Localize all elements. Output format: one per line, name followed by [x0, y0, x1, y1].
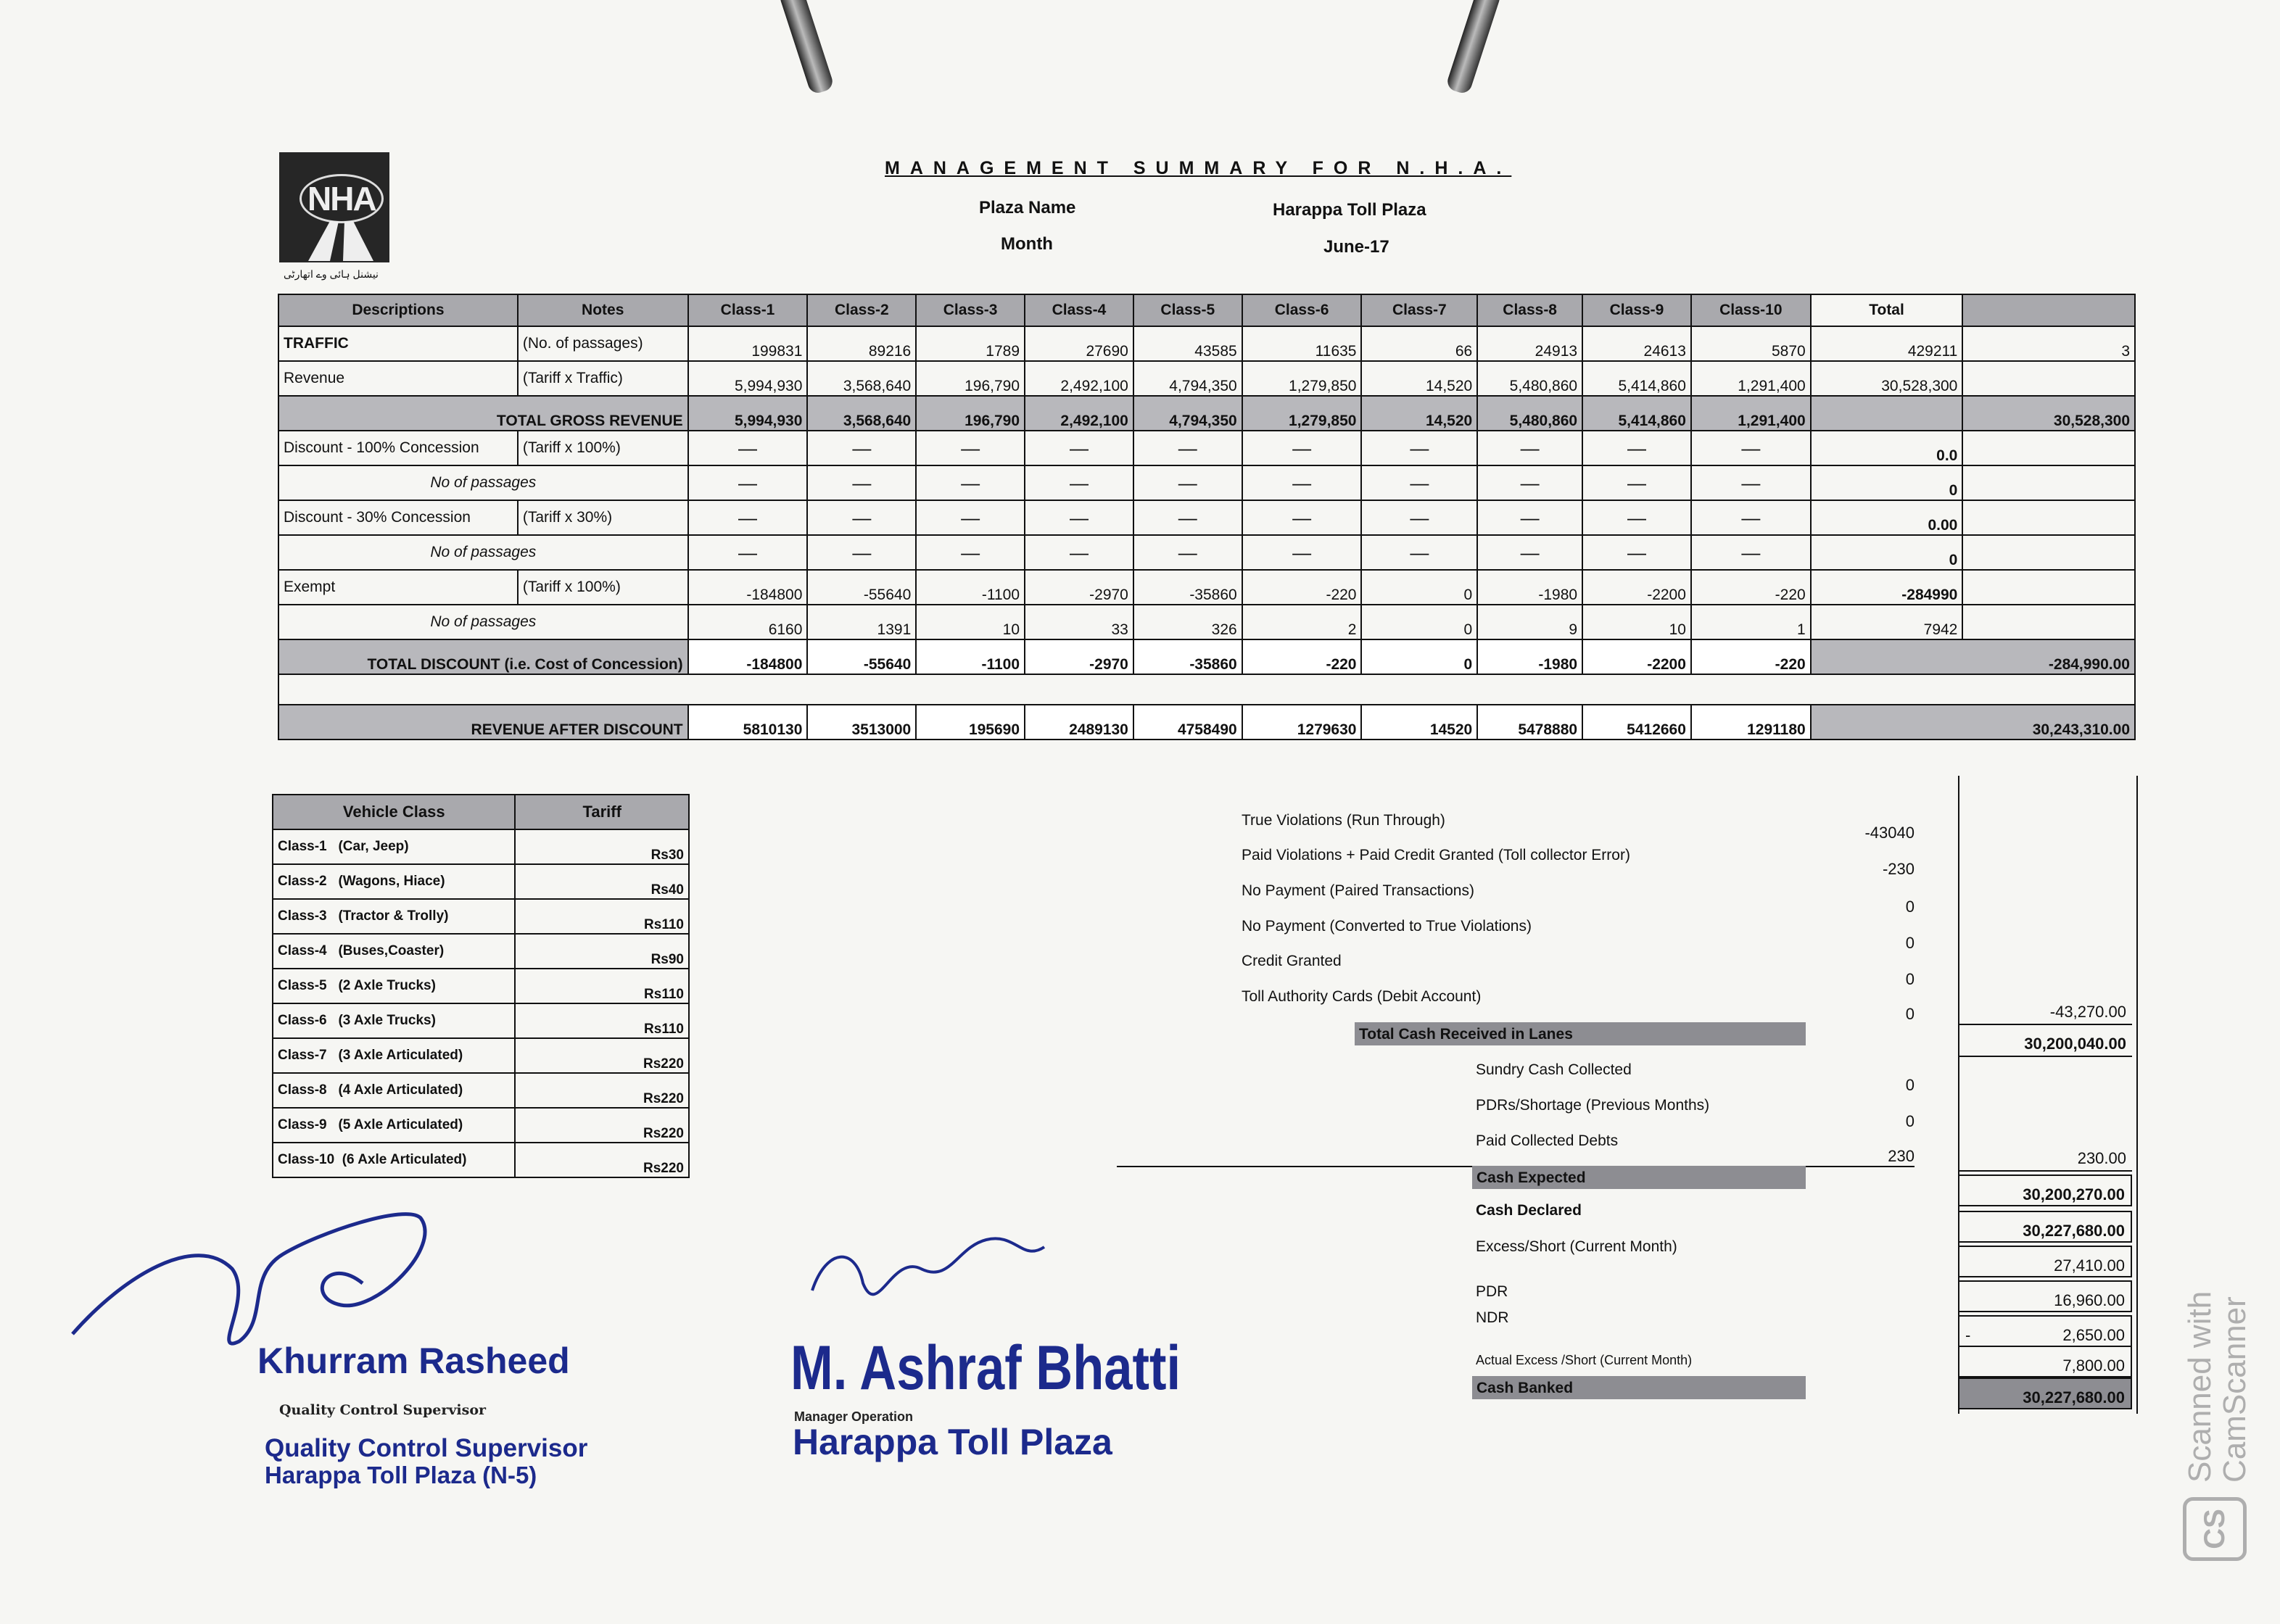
- class-code: Class-6: [278, 1013, 327, 1028]
- tariff-value: Rs220: [515, 1143, 689, 1177]
- binder-clip-left: [778, 0, 835, 96]
- sundry-value: 0: [1905, 1076, 1915, 1094]
- tariff-row: [273, 1003, 689, 1038]
- revenue-value: 196,790: [916, 361, 1025, 396]
- total-discount-value: -184800: [688, 639, 808, 674]
- signature-left-role: Quality Control Supervisor: [265, 1434, 588, 1462]
- dash: —: [1582, 535, 1691, 570]
- cash-expected-value: 30,200,270.00: [1958, 1174, 2132, 1206]
- dash: —: [916, 500, 1025, 535]
- gross-value: 5,414,860: [1582, 396, 1691, 431]
- disc30-passages-total: 0: [1811, 535, 1963, 570]
- excess-short-value: 27,410.00: [1958, 1246, 2132, 1277]
- class-code: Class-3: [278, 908, 327, 924]
- dash: —: [1691, 465, 1811, 500]
- total-discount-total: -284,990.00: [1811, 639, 2135, 674]
- plaza-name-label: Plaza Name: [979, 198, 1076, 218]
- exempt-value: -35860: [1133, 570, 1242, 605]
- dash: —: [1477, 500, 1582, 535]
- cash-declared-value: 30,227,680.00: [1958, 1211, 2132, 1243]
- empty-cell: [1962, 431, 2135, 465]
- traffic-note: (No. of passages): [518, 326, 688, 361]
- class-desc: (Wagons, Hiace): [338, 874, 445, 889]
- revenue-value: 5,480,860: [1477, 361, 1582, 396]
- revenue-label: Revenue: [278, 361, 518, 396]
- exempt-passages-value: 6160: [688, 605, 808, 639]
- watermark-line1: Scanned with: [2182, 1290, 2218, 1483]
- tariff-value: Rs110: [515, 969, 689, 1003]
- table-header-row: [278, 294, 2135, 326]
- nha-logo: [279, 152, 389, 280]
- dash: —: [1361, 465, 1477, 500]
- after-discount-label: REVENUE AFTER DISCOUNT: [278, 705, 688, 740]
- gross-label: TOTAL GROSS REVENUE: [278, 396, 688, 431]
- pdrs-label: PDRs/Shortage (Previous Months): [1476, 1097, 1710, 1114]
- no-payment-paired-value: 0: [1905, 898, 1915, 916]
- disc100-note: (Tariff x 100%): [518, 431, 688, 465]
- dash: —: [1361, 500, 1477, 535]
- sundry-label: Sundry Cash Collected: [1476, 1061, 1632, 1078]
- no-payment-converted-label: No Payment (Converted to True Violations): [1242, 918, 1532, 935]
- cash-expected-label: Cash Expected: [1472, 1166, 1806, 1189]
- table-row: [278, 605, 2135, 639]
- no-payment-converted-value: 0: [1905, 934, 1915, 952]
- class-desc: (3 Axle Trucks): [338, 1013, 436, 1028]
- summary-table: [278, 294, 2136, 740]
- empty-cell: [1962, 500, 2135, 535]
- tariff-value: Rs220: [515, 1108, 689, 1143]
- ndr-prefix: -: [1965, 1326, 1971, 1344]
- tariff-row: [273, 969, 689, 1003]
- violations-total: -43,270.00: [1958, 993, 2132, 1025]
- class-code: Class-10: [278, 1152, 335, 1167]
- table-row: [278, 361, 2135, 396]
- ndr-amount: 2,650.00: [2062, 1326, 2125, 1344]
- dash: —: [807, 465, 916, 500]
- class-desc: (2 Axle Trucks): [338, 978, 436, 993]
- traffic-value: 24613: [1582, 326, 1691, 361]
- tariff-row: [273, 934, 689, 969]
- dash: —: [1025, 500, 1133, 535]
- authority-cards-value: 0: [1905, 1005, 1915, 1023]
- exempt-passages-value: 10: [1582, 605, 1691, 639]
- tariff-header: Tariff: [515, 795, 689, 829]
- col-header: Total: [1811, 294, 1963, 326]
- table-row: [278, 535, 2135, 570]
- vehicle-class-cell: [273, 969, 515, 1003]
- dash: —: [1691, 500, 1811, 535]
- tariff-row: [273, 1038, 689, 1073]
- paid-debts-label: Paid Collected Debts: [1476, 1132, 1619, 1149]
- after-discount-value: 4758490: [1133, 705, 1242, 740]
- dash: —: [916, 431, 1025, 465]
- revenue-note: (Tariff x Traffic): [518, 361, 688, 396]
- cash-banked-label: Cash Banked: [1472, 1376, 1806, 1399]
- dash: —: [1361, 431, 1477, 465]
- disc30-label: Discount - 30% Concession: [278, 500, 518, 535]
- disc30-total: 0.00: [1811, 500, 1963, 535]
- road-icon: [279, 152, 389, 262]
- traffic-value: 24913: [1477, 326, 1582, 361]
- dash: —: [1477, 431, 1582, 465]
- total-discount-value: -55640: [807, 639, 916, 674]
- col-header: Class-3: [916, 294, 1025, 326]
- after-discount-value: 14520: [1361, 705, 1477, 740]
- class-desc: (Tractor & Trolly): [338, 908, 449, 924]
- total-discount-value: -1100: [916, 639, 1025, 674]
- col-header: Class-8: [1477, 294, 1582, 326]
- tariff-row: [273, 829, 689, 864]
- revenue-value: 2,492,100: [1025, 361, 1133, 396]
- exempt-total: -284990: [1811, 570, 1963, 605]
- class-desc: (4 Axle Articulated): [338, 1082, 463, 1098]
- no-payment-paired-label: No Payment (Paired Transactions): [1242, 882, 1474, 899]
- signature-left-scribble: [65, 1189, 471, 1363]
- dash: —: [1133, 535, 1242, 570]
- col-header: Class-10: [1691, 294, 1811, 326]
- dash: —: [1691, 431, 1811, 465]
- gross-value: 3,568,640: [807, 396, 916, 431]
- cash-declared-label: Cash Declared: [1476, 1202, 1582, 1219]
- class-code: Class-8: [278, 1082, 327, 1098]
- camscanner-watermark: [2182, 1193, 2252, 1549]
- traffic-value: 27690: [1025, 326, 1133, 361]
- class-code: Class-9: [278, 1117, 327, 1132]
- excess-short-label: Excess/Short (Current Month): [1476, 1238, 1677, 1255]
- total-discount-value: -220: [1242, 639, 1362, 674]
- paid-violations-label: Paid Violations + Paid Credit Granted (Toll collector Error): [1242, 847, 1630, 863]
- dash: —: [1477, 535, 1582, 570]
- dash: —: [1242, 500, 1362, 535]
- dash: —: [1361, 535, 1477, 570]
- class-desc: (Buses,Coaster): [338, 943, 445, 958]
- paid-violations-value: -230: [1882, 860, 1915, 878]
- tariff-value: Rs220: [515, 1073, 689, 1108]
- signature-middle-name: M. Ashraf Bhatti: [790, 1333, 1181, 1403]
- revenue-value: 14,520: [1361, 361, 1477, 396]
- signature-left-role-small: Quality Control Supervisor: [279, 1402, 486, 1418]
- table-row: [278, 570, 2135, 605]
- exempt-value: -184800: [688, 570, 808, 605]
- pdr-value: 16,960.00: [1958, 1280, 2132, 1312]
- exempt-passages-value: 1391: [807, 605, 916, 639]
- traffic-value: 89216: [807, 326, 916, 361]
- empty-cell: [1962, 605, 2135, 639]
- dash: —: [1477, 465, 1582, 500]
- table-row: [278, 705, 2135, 740]
- disc100-passages-label: No of passages: [278, 465, 688, 500]
- traffic-total: 429211: [1811, 326, 1963, 361]
- authority-cards-label: Toll Authority Cards (Debit Account): [1242, 988, 1482, 1005]
- revenue-value: 5,414,860: [1582, 361, 1691, 396]
- tariff-header-row: [273, 795, 689, 829]
- credit-granted-label: Credit Granted: [1242, 953, 1342, 969]
- dash: —: [1582, 500, 1691, 535]
- exempt-passages-value: 33: [1025, 605, 1133, 639]
- tariff-value: Rs90: [515, 934, 689, 969]
- disc100-label: Discount - 100% Concession: [278, 431, 518, 465]
- tariff-value: Rs40: [515, 864, 689, 899]
- signature-left-place: Harappa Toll Plaza (N-5): [265, 1462, 537, 1488]
- paid-debts-value: 230: [1117, 1147, 1915, 1167]
- table-row: [278, 431, 2135, 465]
- table-row: [278, 396, 2135, 431]
- col-header: Class-7: [1361, 294, 1477, 326]
- true-violations-value: -43040: [1864, 824, 1915, 842]
- class-desc: (5 Axle Articulated): [338, 1117, 463, 1132]
- exempt-passages-value: 9: [1477, 605, 1582, 639]
- signature-middle-role: Manager Operation: [794, 1409, 914, 1424]
- tariff-table: [272, 794, 690, 1178]
- watermark-line2: CamScanner: [2217, 1296, 2252, 1483]
- ndr-label: NDR: [1476, 1309, 1509, 1326]
- logo-subtitle: نیشنل ہائی وے اتھارٹی: [284, 268, 379, 280]
- revenue-value: 4,794,350: [1133, 361, 1242, 396]
- dash: —: [1025, 465, 1133, 500]
- vehicle-class-cell: [273, 1038, 515, 1073]
- tariff-value: Rs220: [515, 1038, 689, 1073]
- dash: —: [807, 500, 916, 535]
- signature-middle-place: Harappa Toll Plaza: [793, 1422, 1112, 1462]
- vehicle-class-cell: [273, 1108, 515, 1143]
- spacer-cell: [278, 674, 2135, 705]
- actual-excess-label: Actual Excess /Short (Current Month): [1476, 1353, 1693, 1367]
- class-code: Class-2: [278, 874, 327, 889]
- empty-cell: [1962, 535, 2135, 570]
- vehicle-class-header: Vehicle Class: [273, 795, 515, 829]
- traffic-value: 1789: [916, 326, 1025, 361]
- total-discount-value: 0: [1361, 639, 1477, 674]
- tariff-value: Rs110: [515, 1003, 689, 1038]
- page-title: MANAGEMENT SUMMARY FOR N.H.A.: [885, 158, 1512, 178]
- signature-left-name: Khurram Rasheed: [257, 1341, 570, 1381]
- total-discount-value: -2200: [1582, 639, 1691, 674]
- revenue-value: 1,279,850: [1242, 361, 1362, 396]
- dash: —: [688, 431, 808, 465]
- class-code: Class-5: [278, 978, 327, 993]
- gross-value: 14,520: [1361, 396, 1477, 431]
- dash: —: [1691, 535, 1811, 570]
- vehicle-class-cell: [273, 899, 515, 934]
- ncuc-value: 3: [1962, 326, 2135, 361]
- exempt-value: -220: [1691, 570, 1811, 605]
- total-discount-value: -220: [1691, 639, 1811, 674]
- true-violations-label: True Violations (Run Through): [1242, 812, 1445, 829]
- exempt-passages-label: No of passages: [278, 605, 688, 639]
- col-header: Class-6: [1242, 294, 1362, 326]
- class-desc: (3 Axle Articulated): [338, 1048, 463, 1063]
- dash: —: [1242, 535, 1362, 570]
- table-row: [278, 326, 2135, 361]
- revenue-value: 5,994,930: [688, 361, 808, 396]
- dash: —: [1133, 500, 1242, 535]
- total-discount-value: -2970: [1025, 639, 1133, 674]
- gross-value: 1,279,850: [1242, 396, 1362, 431]
- total-discount-value: -1980: [1477, 639, 1582, 674]
- dash: —: [1133, 465, 1242, 500]
- table-row: [278, 465, 2135, 500]
- col-header: Class-4: [1025, 294, 1133, 326]
- table-row: [278, 639, 2135, 674]
- gross-value: 2,492,100: [1025, 396, 1133, 431]
- after-discount-value: 5412660: [1582, 705, 1691, 740]
- after-discount-value: 1279630: [1242, 705, 1362, 740]
- class-code: Class-7: [278, 1048, 327, 1063]
- actual-excess-value: 7,800.00: [1958, 1346, 2132, 1378]
- tariff-row: [273, 1108, 689, 1143]
- gross-value: 5,994,930: [688, 396, 808, 431]
- exempt-passages-value: 326: [1133, 605, 1242, 639]
- exempt-value: -1100: [916, 570, 1025, 605]
- dash: —: [688, 500, 808, 535]
- disc30-note: (Tariff x 30%): [518, 500, 688, 535]
- dash: —: [1582, 431, 1691, 465]
- exempt-passages-value: 1: [1691, 605, 1811, 639]
- exempt-value: -2200: [1582, 570, 1691, 605]
- col-header: Class-1: [688, 294, 808, 326]
- plaza-name-value: Harappa Toll Plaza: [1273, 200, 1426, 220]
- dash: —: [688, 535, 808, 570]
- class-desc: (Car, Jeep): [338, 839, 409, 854]
- total-discount-label: TOTAL DISCOUNT (i.e. Cost of Concession): [278, 639, 688, 674]
- empty-cell: [1962, 361, 2135, 396]
- pdr-label: PDR: [1476, 1283, 1508, 1300]
- traffic-value: 199831: [688, 326, 808, 361]
- paid-debts-total: 230.00: [1958, 1140, 2132, 1172]
- traffic-value: 43585: [1133, 326, 1242, 361]
- revenue-total: 30,528,300: [1811, 361, 1963, 396]
- exempt-passages-value: 10: [916, 605, 1025, 639]
- empty-cell: [1962, 570, 2135, 605]
- dash: —: [807, 535, 916, 570]
- dash: —: [1242, 431, 1362, 465]
- vehicle-class-cell: [273, 829, 515, 864]
- exempt-note: (Tariff x 100%): [518, 570, 688, 605]
- revenue-value: 3,568,640: [807, 361, 916, 396]
- after-discount-value: 5810130: [688, 705, 808, 740]
- cash-banked-value: 30,227,680.00: [1958, 1378, 2132, 1409]
- col-header: Class-5: [1133, 294, 1242, 326]
- tariff-value: Rs30: [515, 829, 689, 864]
- after-discount-value: 5478880: [1477, 705, 1582, 740]
- logo-text: NHA: [300, 174, 384, 223]
- after-discount-value: 1291180: [1691, 705, 1811, 740]
- exempt-value: -220: [1242, 570, 1362, 605]
- dash: —: [1242, 465, 1362, 500]
- col-header: Class-2: [807, 294, 916, 326]
- gross-value: 1,291,400: [1691, 396, 1811, 431]
- traffic-label: TRAFFIC: [278, 326, 518, 361]
- exempt-label: Exempt: [278, 570, 518, 605]
- tariff-row: [273, 1143, 689, 1177]
- traffic-value: 11635: [1242, 326, 1362, 361]
- exempt-value: -55640: [807, 570, 916, 605]
- table-row: [278, 500, 2135, 535]
- vehicle-class-cell: [273, 1003, 515, 1038]
- dash: —: [807, 431, 916, 465]
- camscanner-badge-icon: CS: [2183, 1497, 2247, 1561]
- gross-total: 30,528,300: [1962, 396, 2135, 431]
- empty-cell: [1962, 465, 2135, 500]
- after-discount-value: 195690: [916, 705, 1025, 740]
- dash: —: [916, 465, 1025, 500]
- col-header: [1962, 294, 2135, 326]
- tariff-value: Rs110: [515, 899, 689, 934]
- after-discount-total: 30,243,310.00: [1811, 705, 2135, 740]
- spacer-row: [278, 674, 2135, 705]
- disc100-total: 0.0: [1811, 431, 1963, 465]
- class-code: Class-4: [278, 943, 327, 958]
- vehicle-class-cell: [273, 864, 515, 899]
- total-cash-lanes-label: Total Cash Received in Lanes: [1355, 1022, 1806, 1045]
- gross-value: 5,480,860: [1477, 396, 1582, 431]
- col-header: Descriptions: [278, 294, 518, 326]
- ndr-value: [1958, 1315, 2132, 1347]
- exempt-passages-total: 7942: [1811, 605, 1963, 639]
- vehicle-class-cell: [273, 1073, 515, 1108]
- dash: —: [1025, 431, 1133, 465]
- dash: —: [1133, 431, 1242, 465]
- dash: —: [916, 535, 1025, 570]
- gross-value: 196,790: [916, 396, 1025, 431]
- month-label: Month: [1001, 234, 1053, 254]
- exempt-value: -2970: [1025, 570, 1133, 605]
- traffic-value: 66: [1361, 326, 1477, 361]
- dash: —: [1582, 465, 1691, 500]
- binder-clip-right: [1445, 0, 1503, 96]
- empty-cell: [1811, 396, 1963, 431]
- vehicle-class-cell: [273, 934, 515, 969]
- pdrs-value: 0: [1905, 1112, 1915, 1130]
- disc30-passages-label: No of passages: [278, 535, 688, 570]
- class-code: Class-1: [278, 839, 327, 854]
- revenue-value: 1,291,400: [1691, 361, 1811, 396]
- tariff-row: [273, 899, 689, 934]
- col-header: Class-9: [1582, 294, 1691, 326]
- total-cash-lanes-value: 30,200,040.00: [1958, 1025, 2132, 1057]
- vehicle-class-cell: [273, 1143, 515, 1177]
- traffic-value: 5870: [1691, 326, 1811, 361]
- tariff-row: [273, 1073, 689, 1108]
- class-desc: (6 Axle Articulated): [342, 1152, 467, 1167]
- tariff-row: [273, 864, 689, 899]
- disc100-passages-total: 0: [1811, 465, 1963, 500]
- exempt-passages-value: 2: [1242, 605, 1362, 639]
- after-discount-value: 2489130: [1025, 705, 1133, 740]
- col-header: Notes: [518, 294, 688, 326]
- after-discount-value: 3513000: [807, 705, 916, 740]
- dash: —: [1025, 535, 1133, 570]
- total-discount-value: -35860: [1133, 639, 1242, 674]
- month-value: June-17: [1323, 237, 1389, 257]
- exempt-value: -1980: [1477, 570, 1582, 605]
- credit-granted-value: 0: [1905, 970, 1915, 988]
- gross-value: 4,794,350: [1133, 396, 1242, 431]
- dash: —: [688, 465, 808, 500]
- exempt-value: 0: [1361, 570, 1477, 605]
- exempt-passages-value: 0: [1361, 605, 1477, 639]
- signature-middle-scribble: [783, 1204, 1088, 1334]
